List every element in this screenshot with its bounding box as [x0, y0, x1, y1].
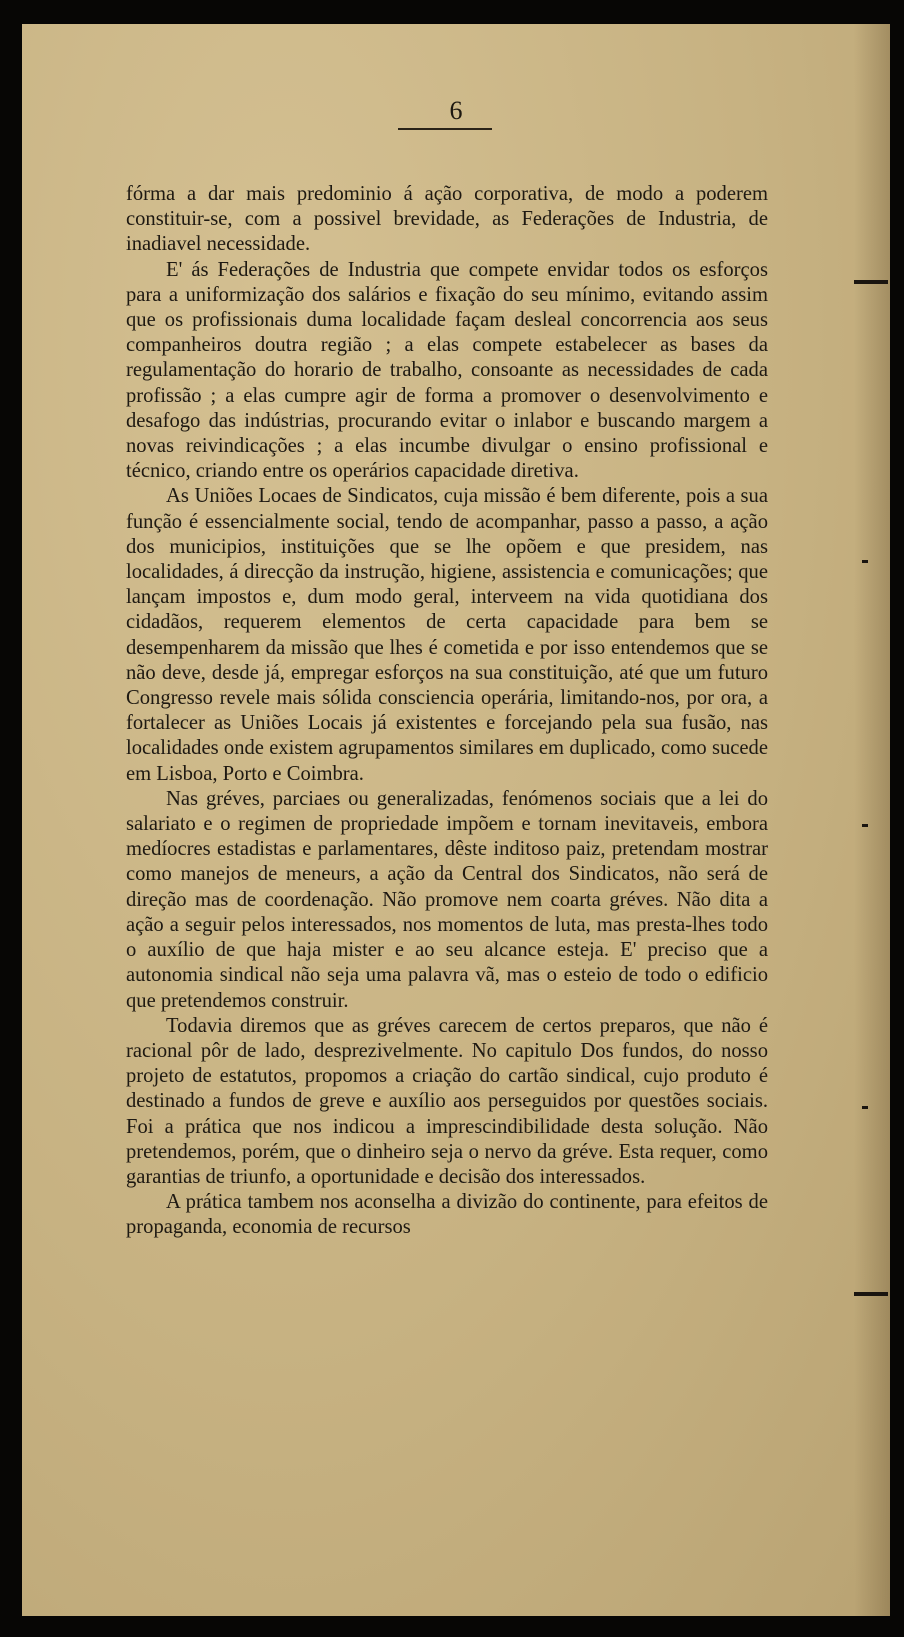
paragraph-4: Nas gréves, parciaes ou generalizadas, fenómenos sociais que a lei do salariato e o regimen de propriedade impõem e tornam inevitaveis, embora medíocres estadistas e parlamentares, dêste inditoso paiz, pretendam mostrar como manejos de meneurs, a ação da Central dos Sindicatos, não será de direção mas de coordenação. Não promove nem coarta gréves. Não dita a ação a seguir pelos interessados, nos momentos de luta, mas presta-lhes todo o auxílio de que haja mister e ao seu alcance esteja. E' preciso que a autonomia sindical não seja uma palavra vã, mas o esteio de todo o edificio que pretendemos construir.: [126, 787, 768, 1012]
binding-mark: [862, 824, 868, 827]
paragraph-2: E' ás Federações de Industria que compete envidar todos os esforços para a uniformização dos salários e fixação do seu mínimo, evitando assim que os profissionais duma localidade façam desleal concorrencia aos seus companheiros doutra região ; a elas compete estabelecer as bases da regulamentação do horario de trabalho, consoante as necessidades de cada profissão ; a elas cumpre agir de forma a promover o desenvolvimento e desafogo das indústrias, procurando evitar o inlabor e buscando margem a novas reivindicações ; a elas incumbe divulgar o ensino profissional e técnico, criando entre os operários capacidade diretiva.: [126, 258, 768, 483]
page-number-rule: [398, 128, 492, 130]
paragraph-1: fórma a dar mais predominio á ação corporativa, de modo a poderem constituir-se, com a possivel brevidade, as Federações de Industria, de inadiavel necessidade.: [126, 183, 768, 256]
paragraph-5: Todavia diremos que as gréves carecem de certos preparos, que não é racional pôr de lado, desprezivelmente. No capitulo Dos fundos, do nosso projeto de estatutos, propomos a criação do cartão sindical, cujo produto é destinado a fundos de greve e auxílio aos perseguidos por questões sociais. Foi a prática que nos indicou a imprescindibilidade desta solução. Não pretendemos, porém, que o dinheiro seja o nervo da gréve. Esta requer, como garantias de triunfo, a oportunidade e decisão dos interessados.: [126, 1014, 768, 1188]
binding-mark: [862, 560, 868, 563]
document-page: [22, 24, 890, 1616]
binding-mark: [862, 1106, 868, 1109]
binding-mark: [854, 1292, 888, 1296]
body-text: [126, 182, 768, 1241]
paragraph-6: A prática tambem nos aconselha a divizão do continente, para efeitos de propaganda, economia de recursos: [126, 1191, 768, 1239]
page-edge-shadow: [854, 24, 890, 1616]
paragraph-3: As Uniões Locaes de Sindicatos, cuja missão é bem diferente, pois a sua função é essencialmente social, tendo de acompanhar, passo a passo, a ação dos municipios, instituições que se lhe opõem e que presidem, nas localidades, á direcção da instrução, higiene, assistencia e comunicações; que lançam impostos e, dum modo geral, interveem na vida quotidiana dos cidadãos, requerem elementos de certa capacidade para bem se desempenharem da missão que lhes é cometida e por isso entendemos que se não deve, desde já, empregar esforços na sua constituição, até que um futuro Congresso revele mais sólida consciencia operária, limitando-nos, por ora, a fortalecer as Uniões Locais já existentes e forcejando pela sua fusão, nas localidades onde existem agrupamentos similares em duplicado, como sucede em Lisboa, Porto e Coimbra.: [126, 485, 768, 785]
binding-mark: [854, 280, 888, 284]
page-number: 6: [449, 96, 463, 125]
